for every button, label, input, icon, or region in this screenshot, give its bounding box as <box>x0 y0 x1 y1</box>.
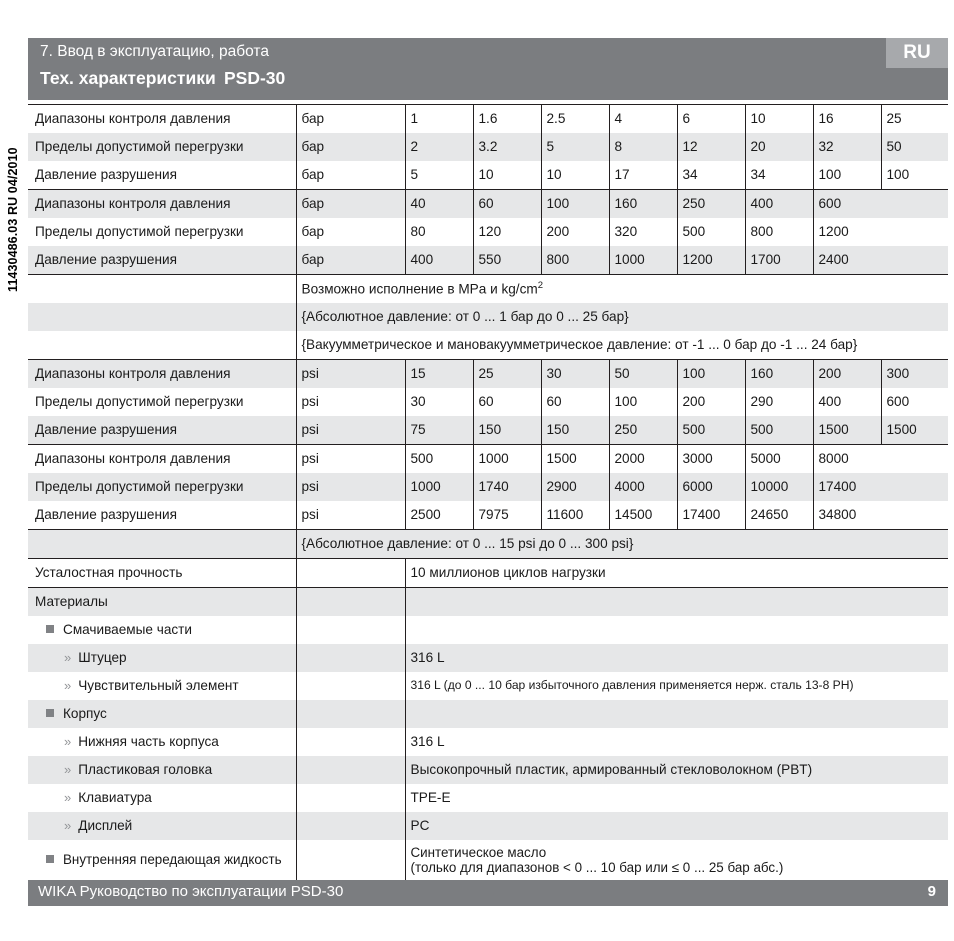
row-unit: psi <box>296 360 405 389</box>
cell-value-empty <box>405 588 948 617</box>
page-footer <box>28 880 948 906</box>
table-row <box>28 388 948 416</box>
row-label: Пределы допустимой перегрузки <box>28 133 296 161</box>
header-model-name: PSD-30 <box>224 68 286 88</box>
cell-value: 3.2 <box>473 133 541 161</box>
table-row <box>28 246 948 275</box>
square-bullet-icon <box>46 625 54 633</box>
row-label: Давление разрушения <box>28 501 296 530</box>
cell-value: 1700 <box>745 246 813 275</box>
cell-value: 500 <box>405 445 473 474</box>
cell-value: 316 L <box>405 728 948 756</box>
cell-value: 100 <box>881 161 948 190</box>
chevron-bullet-icon: » <box>64 762 72 778</box>
row-label-empty <box>28 275 296 304</box>
table-row <box>28 416 948 445</box>
cell-value: 316 L (до 0 ... 10 бар избыточного давления применяется нерж. сталь 13-8 PH) <box>405 672 948 700</box>
cell-value: 400 <box>745 190 813 219</box>
row-label-text: Внутренняя передающая жидкость <box>63 852 282 868</box>
cell-value: 100 <box>541 190 609 219</box>
table-row <box>28 218 948 246</box>
cell-value: 10000 <box>745 473 813 501</box>
cell-value: PC <box>405 812 948 840</box>
cell-value: 550 <box>473 246 541 275</box>
table-row <box>28 840 948 880</box>
row-unit: бар <box>296 133 405 161</box>
cell-value: 200 <box>813 360 881 389</box>
cell-value: 100 <box>813 161 881 190</box>
table-row <box>28 616 948 644</box>
cell-value: 10 <box>473 161 541 190</box>
table-row <box>28 303 948 331</box>
cell-value: 14500 <box>609 501 677 530</box>
cell-value: 8 <box>609 133 677 161</box>
row-unit-empty <box>296 672 405 700</box>
cell-value: Высокопрочный пластик, армированный стекловолокном (PBT) <box>405 756 948 784</box>
row-label-empty <box>28 331 296 360</box>
cell-value: 2 <box>405 133 473 161</box>
cell-value: 34 <box>745 161 813 190</box>
cell-value: 150 <box>473 416 541 445</box>
cell-value: 6 <box>677 105 745 134</box>
row-label: Диапазоны контроля давления <box>28 360 296 389</box>
row-unit-empty <box>296 588 405 617</box>
row-unit-empty <box>296 559 405 588</box>
row-label: Диапазоны контроля давления <box>28 105 296 134</box>
cell-value: 32 <box>813 133 881 161</box>
cell-value: 250 <box>609 416 677 445</box>
row-unit-empty <box>296 812 405 840</box>
document-code-vertical <box>0 0 28 300</box>
table-row <box>28 190 948 219</box>
table-row <box>28 161 948 190</box>
cell-value: 1000 <box>405 473 473 501</box>
cell-value: 10 миллионов циклов нагрузки <box>405 559 948 588</box>
cell-value: TPE-E <box>405 784 948 812</box>
row-label: Пределы допустимой перегрузки <box>35 224 244 240</box>
cell-value: 160 <box>745 360 813 389</box>
cell-value: 40 <box>405 190 473 219</box>
cell-value: 5000 <box>745 445 813 474</box>
table-row <box>28 559 948 588</box>
cell-value: 1500 <box>813 416 881 445</box>
cell-value: 6000 <box>677 473 745 501</box>
cell-value: 160 <box>609 190 677 219</box>
row-unit-empty <box>296 728 405 756</box>
cell-value: 75 <box>405 416 473 445</box>
cell-value: 34800 <box>813 501 948 530</box>
table-row <box>28 501 948 530</box>
row-label-text: Нижняя часть корпуса <box>78 734 219 750</box>
table-row <box>28 331 948 360</box>
cell-value: 1200 <box>813 218 948 246</box>
cell-value: 600 <box>881 388 948 416</box>
cell-value: 25 <box>881 105 948 134</box>
cell-value: 400 <box>813 388 881 416</box>
cell-value: 1000 <box>473 445 541 474</box>
row-label-text: Смачиваемые части <box>63 622 193 638</box>
row-label-empty <box>28 303 296 331</box>
row-unit: psi <box>296 388 405 416</box>
cell-value: 17400 <box>677 501 745 530</box>
cell-value: 1500 <box>881 416 948 445</box>
cell-value: 17 <box>609 161 677 190</box>
cell-value: 250 <box>677 190 745 219</box>
cell-value: 1500 <box>541 445 609 474</box>
cell-value: 100 <box>609 388 677 416</box>
square-bullet-icon <box>46 709 54 717</box>
cell-value <box>405 840 948 880</box>
row-unit-empty <box>296 616 405 644</box>
table-row <box>28 644 948 672</box>
row-unit: psi <box>296 501 405 530</box>
cell-value: 8000 <box>813 445 948 474</box>
row-label-text: Штуцер <box>78 650 127 666</box>
row-label: Давление разрушения <box>28 246 296 275</box>
row-label: Диапазоны контроля давления <box>28 190 296 219</box>
row-label: Усталостная прочность <box>28 559 296 588</box>
row-label: Пределы допустимой перегрузки <box>28 473 296 501</box>
internal-fluid-line2: (только для диапазонов < 0 ... 10 бар или ≤ 0 ... 25 бар абс.) <box>410 860 784 875</box>
cell-value: 60 <box>473 190 541 219</box>
cell-value: 5 <box>405 161 473 190</box>
table-row <box>28 275 948 304</box>
cell-value: 500 <box>745 416 813 445</box>
cell-value: 100 <box>677 360 745 389</box>
cell-value: 2900 <box>541 473 609 501</box>
table-row <box>28 700 948 728</box>
chevron-bullet-icon: » <box>64 818 72 834</box>
cell-value: 25 <box>473 360 541 389</box>
cell-value: 200 <box>541 218 609 246</box>
cell-value: 500 <box>677 416 745 445</box>
footer-text: WIKA Руководство по эксплуатации PSD-30 <box>38 883 344 900</box>
row-label <box>28 616 296 644</box>
row-label <box>28 756 296 784</box>
row-unit-empty <box>296 644 405 672</box>
table-row <box>28 360 948 389</box>
cell-value: 15 <box>405 360 473 389</box>
cell-value: 3000 <box>677 445 745 474</box>
row-label <box>28 784 296 812</box>
cell-value: 80 <box>405 218 473 246</box>
cell-value: 20 <box>745 133 813 161</box>
row-unit: бар <box>296 218 405 246</box>
cell-value: 800 <box>541 246 609 275</box>
row-label-text: Пластиковая головка <box>78 762 213 778</box>
row-label <box>28 700 296 728</box>
table-row <box>28 133 948 161</box>
row-unit-empty <box>296 756 405 784</box>
row-unit: бар <box>296 246 405 275</box>
cell-value: 320 <box>609 218 677 246</box>
cell-value: 120 <box>473 218 541 246</box>
cell-value: 1000 <box>609 246 677 275</box>
cell-value: 1200 <box>677 246 745 275</box>
note-absolute-psi: {Абсолютное давление: от 0 ... 15 psi до 0 ... 300 psi} <box>296 530 948 559</box>
page-title: Тех. характеристики <box>40 68 216 88</box>
row-label: Материалы <box>28 588 296 617</box>
row-unit: бар <box>296 161 405 190</box>
cell-value: 200 <box>677 388 745 416</box>
cell-value: 316 L <box>405 644 948 672</box>
cell-value: 2000 <box>609 445 677 474</box>
cell-value: 24650 <box>745 501 813 530</box>
table-row <box>28 756 948 784</box>
table-row <box>28 530 948 559</box>
cell-value: 50 <box>609 360 677 389</box>
cell-value: 17400 <box>813 473 948 501</box>
cell-value: 2500 <box>405 501 473 530</box>
row-label: Пределы допустимой перегрузки <box>35 394 244 410</box>
table-row <box>28 105 948 134</box>
row-unit: бар <box>296 105 405 134</box>
row-label <box>28 644 296 672</box>
cell-value: 4000 <box>609 473 677 501</box>
cell-value: 150 <box>541 416 609 445</box>
row-label-text: Клавиатура <box>78 790 152 806</box>
cell-value-empty <box>405 700 948 728</box>
cell-value: 60 <box>541 388 609 416</box>
cell-value: 30 <box>541 360 609 389</box>
cell-value: 300 <box>881 360 948 389</box>
language-badge: RU <box>886 38 948 68</box>
cell-value: 30 <box>405 388 473 416</box>
cell-value: 11600 <box>541 501 609 530</box>
cell-value: 500 <box>677 218 745 246</box>
cell-value: 12 <box>677 133 745 161</box>
page-header <box>28 38 948 100</box>
cell-value: 4 <box>609 105 677 134</box>
note-mpa-text: Возможно исполнение в MPa и kg/cm <box>301 281 538 297</box>
row-label: Давление разрушения <box>28 161 296 190</box>
table-row <box>28 728 948 756</box>
internal-fluid-line1: Синтетическое масло <box>410 844 547 860</box>
cell-value: 60 <box>473 388 541 416</box>
table-row <box>28 672 948 700</box>
cell-value-empty <box>405 616 948 644</box>
cell-value: 10 <box>745 105 813 134</box>
row-label-text: Чувствительный элемент <box>78 678 239 694</box>
row-label <box>28 728 296 756</box>
cell-value: 34 <box>677 161 745 190</box>
note-absolute-bar: {Абсолютное давление: от 0 ... 1 бар до 0 ... 25 бар} <box>296 303 948 331</box>
note-mpa-exponent: 2 <box>537 279 543 291</box>
row-unit: бар <box>296 190 405 219</box>
chevron-bullet-icon: » <box>64 734 72 750</box>
table-row <box>28 445 948 474</box>
row-unit: psi <box>296 416 405 445</box>
table-row <box>28 588 948 617</box>
cell-value: 2400 <box>813 246 948 275</box>
chevron-bullet-icon: » <box>64 678 72 694</box>
row-label-empty <box>28 530 296 559</box>
cell-value: 16 <box>813 105 881 134</box>
cell-value: 800 <box>745 218 813 246</box>
row-unit-empty <box>296 840 405 880</box>
cell-value: 1 <box>405 105 473 134</box>
cell-value: 400 <box>405 246 473 275</box>
note-mpa <box>296 275 948 304</box>
chevron-bullet-icon: » <box>64 650 72 666</box>
header-section-title: 7. Ввод в эксплуатацию, работа <box>40 43 269 60</box>
row-label <box>28 672 296 700</box>
row-label-text: Корпус <box>63 706 107 722</box>
specifications-table <box>28 104 948 880</box>
row-label-text: Дисплей <box>78 818 133 834</box>
document-code-text: 11430486.03 RU 04/2010 <box>6 147 20 292</box>
table-row <box>28 812 948 840</box>
table-row <box>28 473 948 501</box>
chevron-bullet-icon: » <box>64 790 72 806</box>
page-number: 9 <box>927 883 936 900</box>
row-unit: psi <box>296 445 405 474</box>
cell-value: 1740 <box>473 473 541 501</box>
row-unit: psi <box>296 473 405 501</box>
table-row <box>28 784 948 812</box>
row-unit-empty <box>296 784 405 812</box>
cell-value: 600 <box>813 190 948 219</box>
cell-value: 290 <box>745 388 813 416</box>
cell-value: 2.5 <box>541 105 609 134</box>
cell-value: 50 <box>881 133 948 161</box>
cell-value: 7975 <box>473 501 541 530</box>
row-label <box>28 840 296 880</box>
cell-value: 5 <box>541 133 609 161</box>
cell-value: 1.6 <box>473 105 541 134</box>
row-label: Диапазоны контроля давления <box>35 451 231 467</box>
note-vacuum-bar: {Вакуумметрическое и мановакуумметрическое давление: от -1 ... 0 бар до -1 ... 24 бар} <box>296 331 948 360</box>
cell-value: 10 <box>541 161 609 190</box>
row-label <box>28 812 296 840</box>
row-unit-empty <box>296 700 405 728</box>
row-label: Давление разрушения <box>28 416 296 445</box>
square-bullet-icon <box>46 855 54 863</box>
